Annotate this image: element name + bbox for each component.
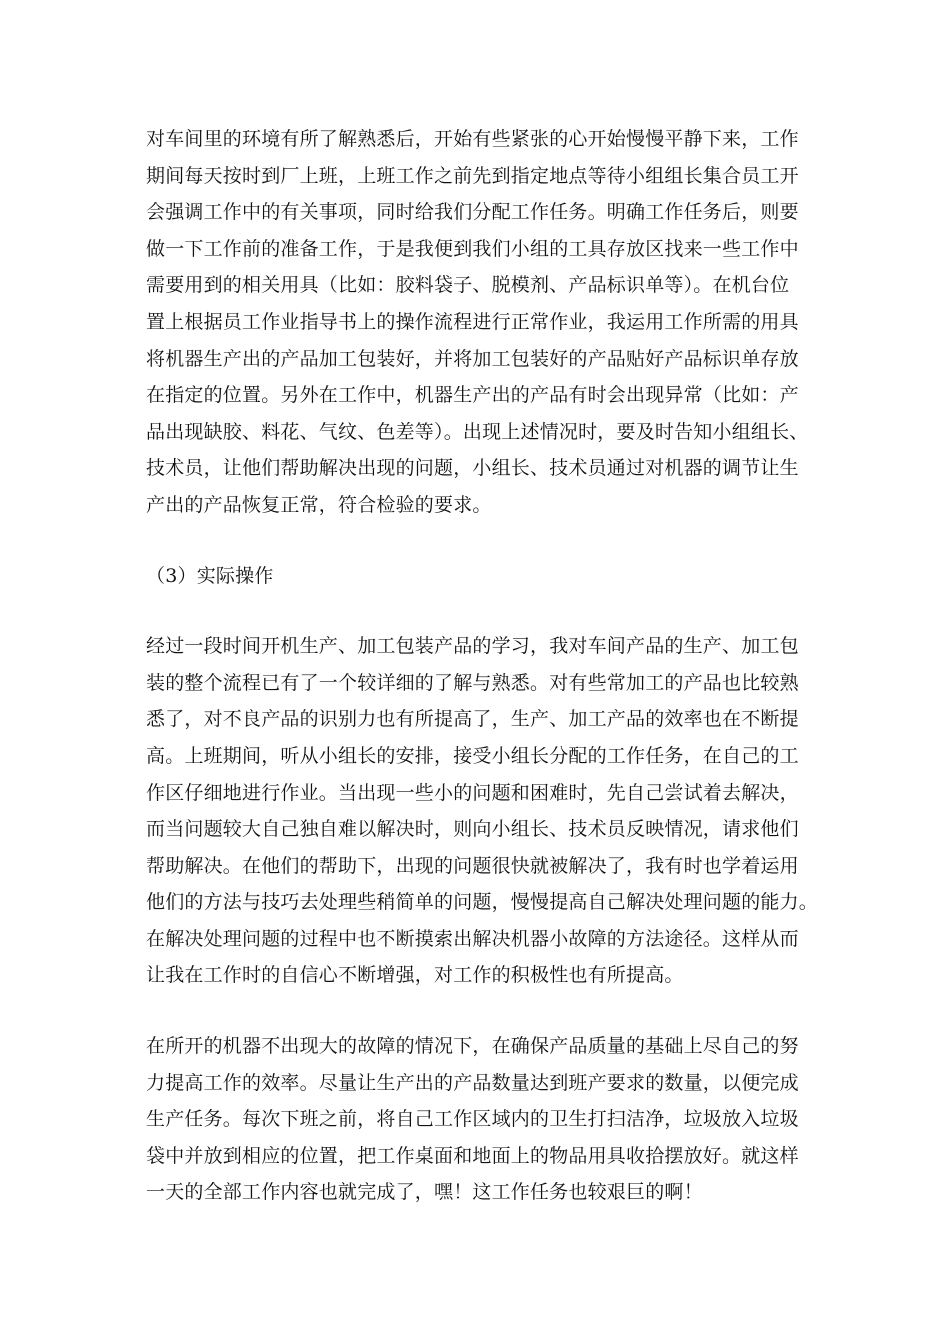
text-line: 置上根据员工作业指导书上的操作流程进行正常作业，我运用工作所需的用具 — [146, 310, 799, 333]
paragraph-workshop-routine — [146, 121, 816, 524]
text-line: 品出现缺胶、料花、气纹、色差等）。出现上述情况时，要及时告知小组组长、 — [146, 420, 809, 443]
text-line: 产出的产品恢复正常，符合检验的要求。 — [146, 493, 492, 516]
paragraph-daily-summary — [146, 1028, 816, 1211]
section-heading — [146, 558, 816, 595]
text-line: 需要用到的相关用具（比如：胶料袋子、脱模剂、产品标识单等）。在机台位 — [146, 274, 790, 297]
text-line: 生产任务。每次下班之前，将自己工作区域内的卫生打扫洁净，垃圾放入垃圾 — [146, 1108, 799, 1131]
text-line: 将机器生产出的产品加工包装好，并将加工包装好的产品贴好产品标识单存放 — [146, 347, 799, 370]
document-body — [146, 121, 819, 1211]
text-line: 经过一段时间开机生产、加工包装产品的学习，我对车间产品的生产、加工包 — [146, 635, 799, 658]
paragraph-practical-operation — [146, 628, 819, 994]
text-line: 装的整个流程已有了一个较详细的了解与熟悉。对有些常加工的产品也比较熟 — [146, 671, 799, 694]
text-line: 悉了，对不良产品的识别力也有所提高了，生产、加工产品的效率也在不断提 — [146, 708, 799, 731]
text-line: 作区仔细地进行作业。当出现一些小的问题和困难时，先自己尝试着去解决， — [146, 781, 799, 804]
text-line: 技术员，让他们帮助解决出现的问题，小组长、技术员通过对机器的调节让生 — [146, 457, 799, 480]
text-line: 力提高工作的效率。尽量让生产出的产品数量达到班产要求的数量，以便完成 — [146, 1071, 799, 1094]
text-line: 袋中并放到相应的位置，把工作桌面和地面上的物品用具收拾摆放好。就这样 — [146, 1144, 799, 1167]
text-line: 在解决处理问题的过程中也不断摸索出解决机器小故障的方法途径。这样从而 — [146, 927, 799, 950]
text-line: 帮助解决。在他们的帮助下，出现的问题很快就被解决了，我有时也学着运用 — [146, 854, 799, 877]
text-line: 一天的全部工作内容也就完成了，嘿！这工作任务也较艰巨的啊！ — [146, 1181, 703, 1204]
text-line: 而当问题较大自己独自难以解决时，则向小组长、技术员反映情况，请求他们 — [146, 818, 799, 841]
text-line: 高。上班期间，听从小组长的安排，接受小组长分配的工作任务，在自己的工 — [146, 744, 799, 767]
text-line: 会强调工作中的有关事项，同时给我们分配工作任务。明确工作任务后，则要 — [146, 201, 799, 224]
text-line: 他们的方法与技巧去处理些稍简单的问题，慢慢提高自己解决处理问题的能力。 — [146, 891, 819, 914]
text-line: 做一下工作前的准备工作，于是我便到我们小组的工具存放区找来一些工作中 — [146, 237, 799, 260]
text-line: 对车间里的环境有所了解熟悉后，开始有些紧张的心开始慢慢平静下来，工作 — [146, 128, 799, 150]
heading-text: （3）实际操作 — [146, 564, 274, 587]
text-line: 期间每天按时到厂上班，上班工作之前先到指定地点等待小组组长集合员工开 — [146, 164, 799, 187]
text-line: 在所开的机器不出现大的故障的情况下，在确保产品质量的基础上尽自己的努 — [146, 1035, 799, 1058]
text-line: 在指定的位置。另外在工作中，机器生产出的产品有时会出现异常（比如：产 — [146, 384, 799, 407]
text-line: 让我在工作时的自信心不断增强，对工作的积极性也有所提高。 — [146, 964, 684, 987]
